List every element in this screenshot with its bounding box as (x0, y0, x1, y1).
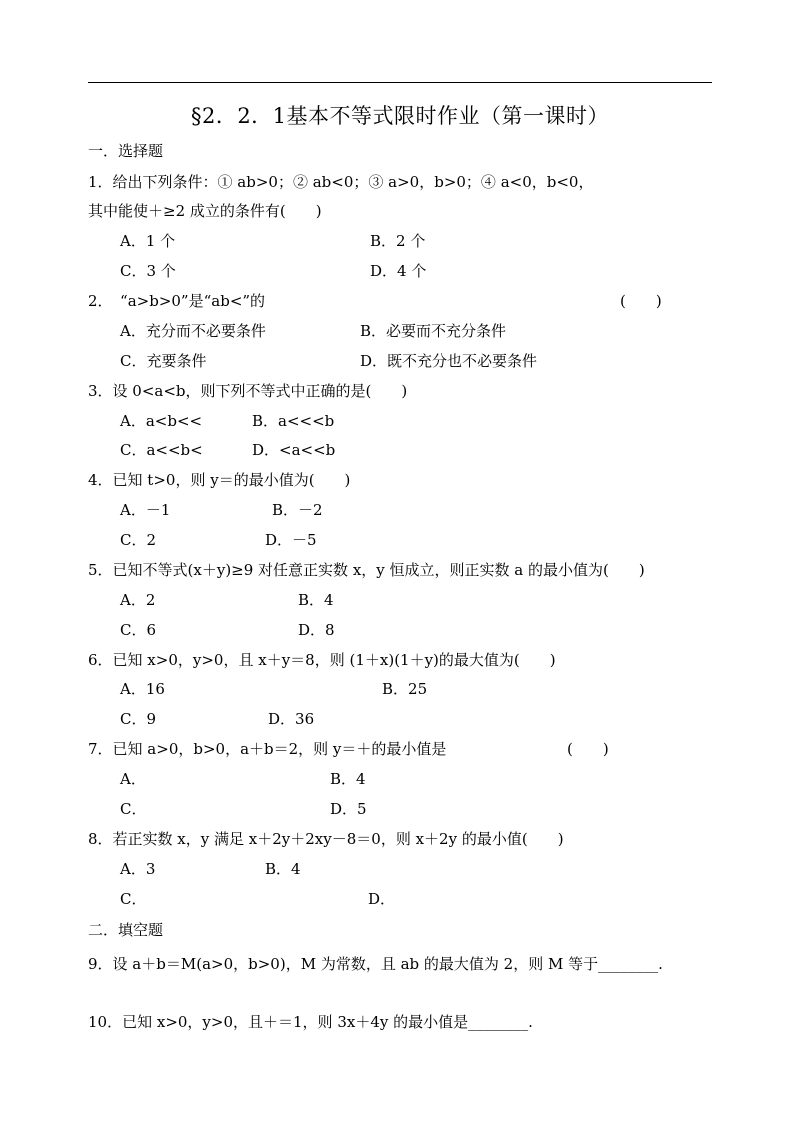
q7-option-b: B．4 (330, 770, 366, 788)
q5-option-d: D．8 (298, 621, 335, 639)
q1-option-b: B．2 个 (370, 232, 426, 250)
q3-option-b: B．a<<<b (252, 412, 335, 430)
q6-option-d: D．36 (268, 710, 315, 728)
q4-option-b: B．－2 (272, 501, 323, 519)
q2-option-a: A．充分而不必要条件 (120, 322, 266, 340)
q3-stem: 3．设 0<a<b，则下列不等式中正确的是( ) (88, 382, 408, 400)
q7-option-d: D．5 (330, 800, 367, 818)
q5-option-a: A．2 (120, 591, 156, 609)
q1-option-d: D．4 个 (370, 262, 427, 280)
top-rule (88, 82, 712, 83)
q1-option-c: C．3 个 (120, 262, 176, 280)
q4-option-c: C．2 (120, 531, 157, 549)
q6-option-a: A．16 (120, 680, 165, 698)
q1-option-a: A．1 个 (120, 232, 176, 250)
q7-option-a: A． (120, 770, 146, 788)
q4-option-d: D．－5 (265, 531, 317, 549)
q8-option-a: A．3 (120, 860, 156, 878)
q6-stem: 6．已知 x>0，y>0，且 x＋y＝8，则 (1＋x)(1＋y)的最大值为( ) (88, 651, 556, 669)
q2-answer-paren: ( ) (620, 292, 662, 310)
q4-option-a: A．－1 (120, 501, 171, 519)
q3-option-d: D．<a<<b (252, 441, 336, 459)
q3-option-a: A．a<b<< (120, 412, 203, 430)
q2-option-b: B．必要而不充分条件 (360, 322, 507, 340)
q8-option-b: B．4 (265, 860, 301, 878)
q8-option-d: D． (368, 890, 396, 908)
section-heading-fill: 二．填空题 (88, 921, 164, 939)
q2-option-c: C．充要条件 (120, 352, 207, 370)
q6-option-b: B．25 (382, 680, 428, 698)
q3-option-c: C．a<<b< (120, 441, 203, 459)
q8-stem: 8．若正实数 x，y 满足 x＋2y＋2xy－8＝0，则 x＋2y 的最小值( ) (88, 830, 564, 848)
q7-stem: 7．已知 a>0，b>0，a＋b＝2，则 y＝＋的最小值是 (88, 740, 447, 758)
q6-option-c: C．9 (120, 710, 157, 728)
q10-stem: 10．已知 x>0，y>0，且＋＝1，则 3x＋4y 的最小值是________. (88, 1013, 533, 1031)
q9-stem: 9．设 a＋b＝M(a>0，b>0)，M 为常数，且 ab 的最大值为 2，则 M 等于________. (88, 955, 663, 973)
q2-stem: 2． “a>b>0”是“ab<”的 (88, 292, 266, 310)
q2-option-d: D．既不充分也不必要条件 (360, 352, 538, 370)
q1-stem-line1: 1．给出下列条件：① ab>0；② ab<0；③ a>0，b>0；④ a<0，b<0， (88, 173, 594, 191)
q5-option-b: B．4 (298, 591, 334, 609)
q5-stem: 5．已知不等式(x＋y)≥9 对任意正实数 x，y 恒成立，则正实数 a 的最小值为( ) (88, 561, 645, 579)
section-heading-choice: 一．选择题 (88, 142, 164, 160)
q5-option-c: C．6 (120, 621, 157, 639)
q8-option-c: C． (120, 890, 147, 908)
page-title: §2．2．1基本不等式限时作业（第一课时） (190, 104, 610, 128)
q7-option-c: C． (120, 800, 147, 818)
q1-stem-line2: 其中能使＋≥2 成立的条件有( ) (88, 202, 322, 220)
q7-answer-paren: ( ) (567, 740, 609, 758)
q4-stem: 4．已知 t>0，则 y＝的最小值为( ) (88, 471, 351, 489)
